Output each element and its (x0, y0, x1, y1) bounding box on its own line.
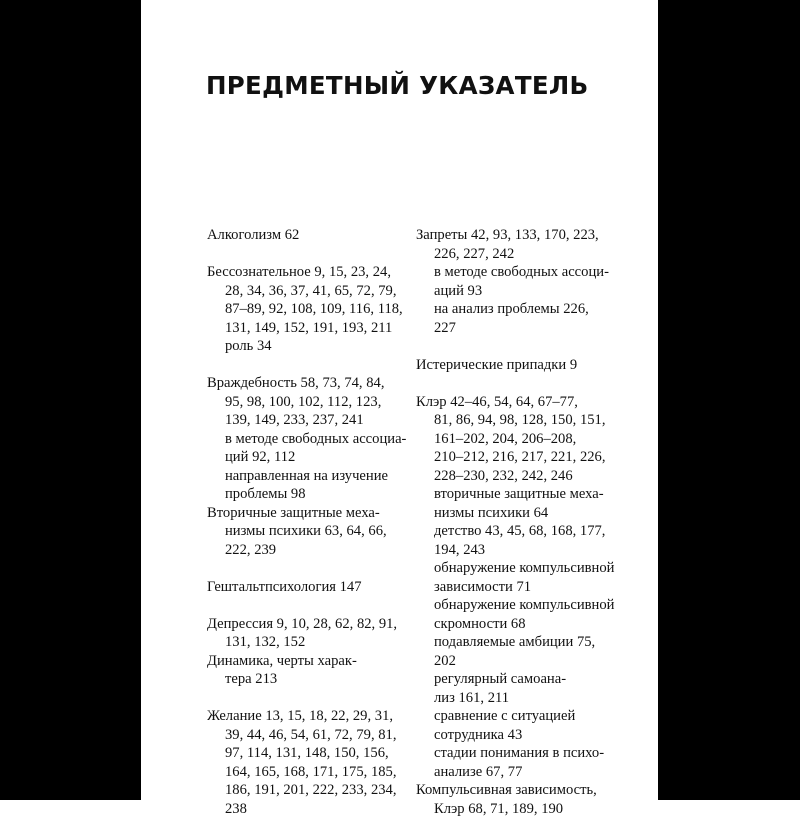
index-entry-line: 161–202, 204, 206–208, (416, 430, 606, 449)
index-entry-line: анализе 67, 77 (416, 763, 606, 782)
index-entry-line: направленная на изучение (207, 467, 399, 486)
index-entry-line: 28, 34, 36, 37, 41, 65, 72, 79, (207, 282, 399, 301)
index-entry-line: 238 (207, 800, 399, 818)
index-entry-line: детство 43, 45, 68, 168, 177, (416, 522, 606, 541)
index-entry (207, 652, 399, 689)
index-entry-line: 210–212, 216, 217, 221, 226, (416, 448, 606, 467)
index-entry-line: 202 (416, 652, 606, 671)
index-entry (207, 263, 399, 356)
index-column-right (416, 226, 606, 818)
index-entry (207, 226, 399, 245)
index-entry-line: лиз 161, 211 (416, 689, 606, 708)
index-entry-line: проблемы 98 (207, 485, 399, 504)
index-entry-line: вторичные защитные меха- (416, 485, 606, 504)
index-entry-line: обнаружение компульсивной (416, 559, 606, 578)
index-entry-line: в методе свободных ассоци- (416, 263, 606, 282)
index-entry-line: Депрессия 9, 10, 28, 62, 82, 91, (207, 615, 399, 634)
index-entry-line: Гештальтпсихология 147 (207, 578, 399, 597)
index-entry (416, 226, 606, 337)
index-entry-line: 95, 98, 100, 102, 112, 123, (207, 393, 399, 412)
index-entry-line: Запреты 42, 93, 133, 170, 223, (416, 226, 606, 245)
index-entry-line: 186, 191, 201, 222, 233, 234, (207, 781, 399, 800)
index-entry (207, 707, 399, 818)
index-entry-line: аций 93 (416, 282, 606, 301)
index-entry (416, 356, 606, 375)
index-entry-line: 228–230, 232, 242, 246 (416, 467, 606, 486)
right-black-margin (658, 0, 800, 800)
index-entry (207, 578, 399, 597)
index-entry-line: скромности 68 (416, 615, 606, 634)
index-entry-line: Динамика, черты харак- (207, 652, 399, 671)
index-column-left (207, 226, 399, 818)
index-entry-line: Враждебность 58, 73, 74, 84, (207, 374, 399, 393)
index-entry-line: Клэр 68, 71, 189, 190 (416, 800, 606, 818)
index-entry-line: 131, 149, 152, 191, 193, 211 (207, 319, 399, 338)
index-entry-line: стадии понимания в психо- (416, 744, 606, 763)
index-entry-line: сотрудника 43 (416, 726, 606, 745)
index-entry-line: Компульсивная зависимость, (416, 781, 606, 800)
index-entry-line: 97, 114, 131, 148, 150, 156, (207, 744, 399, 763)
index-entry (207, 374, 399, 504)
index-entry-line: 164, 165, 168, 171, 175, 185, (207, 763, 399, 782)
index-entry-line: низмы психики 63, 64, 66, (207, 522, 399, 541)
index-entry-line: регулярный самоана- (416, 670, 606, 689)
index-entry-line: Желание 13, 15, 18, 22, 29, 31, (207, 707, 399, 726)
index-entry (416, 781, 606, 818)
index-entry-line: подавляемые амбиции 75, (416, 633, 606, 652)
index-entry-line: низмы психики 64 (416, 504, 606, 523)
index-entry-line: обнаружение компульсивной (416, 596, 606, 615)
index-entry (207, 615, 399, 652)
index-entry (416, 393, 606, 782)
index-entry-line: 131, 132, 152 (207, 633, 399, 652)
index-entry-line: тера 213 (207, 670, 399, 689)
index-entry-line: 81, 86, 94, 98, 128, 150, 151, (416, 411, 606, 430)
index-entry-line: 226, 227, 242 (416, 245, 606, 264)
index-entry-line: 39, 44, 46, 54, 61, 72, 79, 81, (207, 726, 399, 745)
index-entry-line: на анализ проблемы 226, (416, 300, 606, 319)
index-entry-line: 222, 239 (207, 541, 399, 560)
index-entry-line: 87–89, 92, 108, 109, 116, 118, (207, 300, 399, 319)
index-entry-line: сравнение с ситуацией (416, 707, 606, 726)
index-entry-line: зависимости 71 (416, 578, 606, 597)
index-entry-line: Истерические припадки 9 (416, 356, 606, 375)
index-entry-line: 227 (416, 319, 606, 338)
index-entry-line: 139, 149, 233, 237, 241 (207, 411, 399, 430)
index-entry-line: Бессознательное 9, 15, 23, 24, (207, 263, 399, 282)
left-black-margin (0, 0, 141, 800)
index-entry-line: Алкоголизм 62 (207, 226, 399, 245)
index-entry-line: 194, 243 (416, 541, 606, 560)
index-entry-line: Клэр 42–46, 54, 64, 67–77, (416, 393, 606, 412)
index-entry-line: ций 92, 112 (207, 448, 399, 467)
index-entry-line: в методе свободных ассоциа- (207, 430, 399, 449)
page-title: ПРЕДМЕТНЫЙ УКАЗАТЕЛЬ (206, 71, 588, 100)
index-entry-line: роль 34 (207, 337, 399, 356)
index-entry-line: Вторичные защитные меха- (207, 504, 399, 523)
index-entry (207, 504, 399, 560)
